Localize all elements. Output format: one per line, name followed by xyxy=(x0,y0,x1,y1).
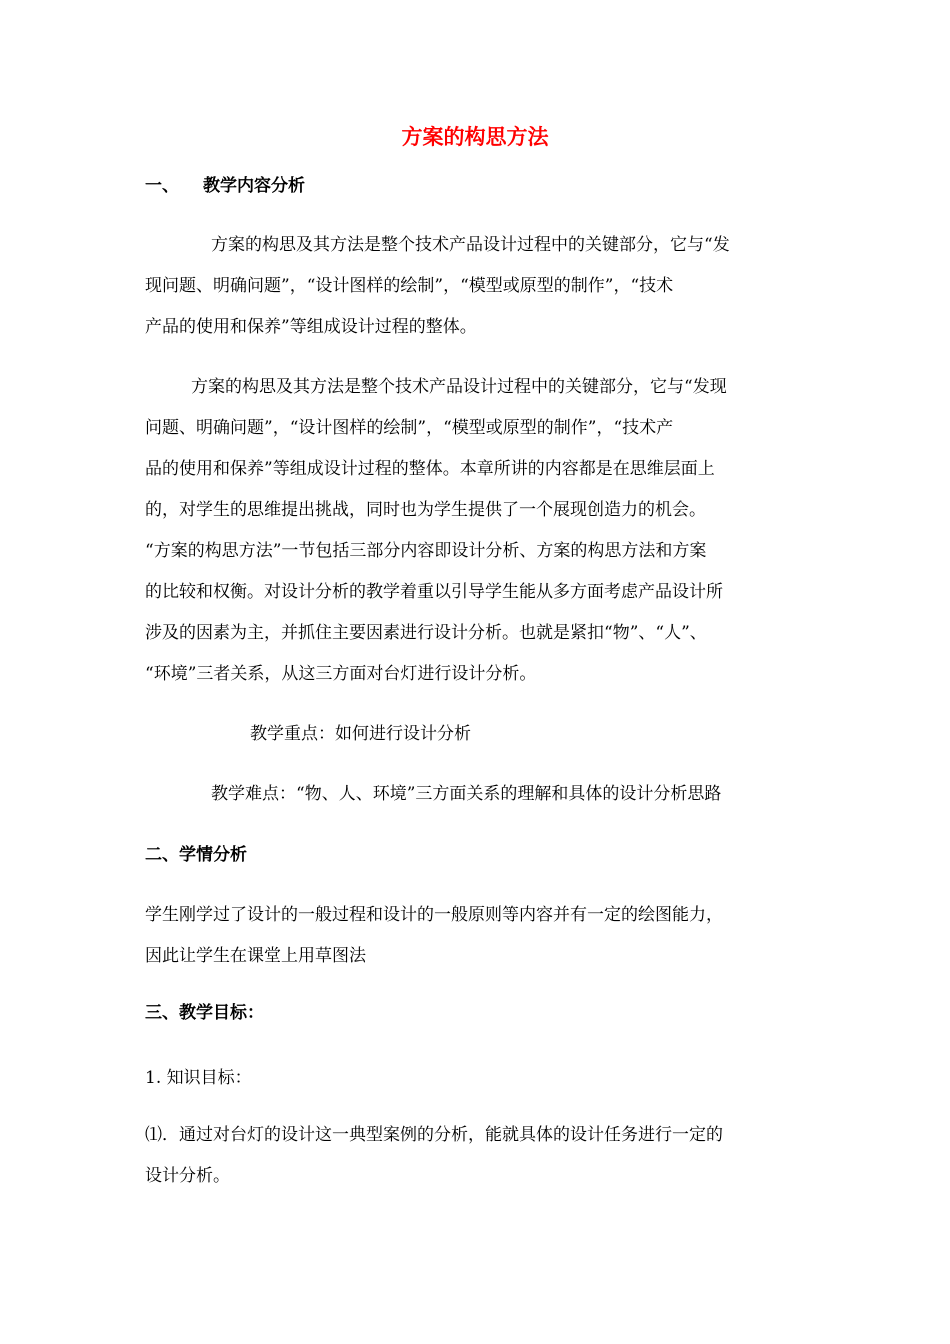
paragraph-intro xyxy=(145,225,810,348)
section-heading-student-analysis: 二、学情分析 xyxy=(145,845,247,865)
paragraph-student-analysis xyxy=(145,895,810,977)
paragraph-line: 方案的构思及其方法是整个技术产品设计过程中的关键部分，它与“发 xyxy=(211,235,730,255)
paragraph-line: 涉及的因素为主，并抓住主要因素进行设计分析。也就是紧扣“物”、“人”、 xyxy=(145,623,707,643)
teaching-difficulty xyxy=(145,774,810,815)
section-number: 一、 xyxy=(145,176,179,196)
paragraph-detail xyxy=(145,367,810,695)
goal-knowledge-heading xyxy=(145,1058,810,1099)
paragraph-line: 方案的构思及其方法是整个技术产品设计过程中的关键部分，它与“发现 xyxy=(191,377,727,397)
section-heading-teaching-goals: 三、教学目标： xyxy=(145,1003,264,1023)
teaching-key-point xyxy=(145,714,810,755)
paragraph-line: 的，对学生的思维提出挑战，同时也为学生提供了一个展现创造力的机会。 xyxy=(145,500,706,520)
key-point-text: 教学重点：如何进行设计分析 xyxy=(250,724,471,744)
difficulty-text: 教学难点：“物、人、环境”三方面关系的理解和具体的设计分析思路 xyxy=(211,784,722,804)
paragraph-line: 产品的使用和保养”等组成设计过程的整体。 xyxy=(145,317,477,337)
paragraph-line: 问题、明确问题”，“设计图样的绘制”，“模型或原型的制作”，“技术产 xyxy=(145,418,674,438)
paragraph-line: “环境”三者关系，从这三方面对台灯进行设计分析。 xyxy=(145,664,537,684)
goal-text: 1. 知识目标： xyxy=(145,1068,252,1088)
paragraph-line: ⑴．通过对台灯的设计这一典型案例的分析，能就具体的设计任务进行一定的 xyxy=(145,1125,723,1145)
paragraph-line: 设计分析。 xyxy=(145,1166,230,1186)
paragraph-line: 学生刚学过了设计的一般过程和设计的一般原则等内容并有一定的绘图能力， xyxy=(145,905,723,925)
section-label: 教学内容分析 xyxy=(203,176,305,196)
paragraph-line: 的比较和权衡。对设计分析的教学着重以引导学生能从多方面考虑产品设计所 xyxy=(145,582,723,602)
paragraph-line: “方案的构思方法”一节包括三部分内容即设计分析、方案的构思方法和方案 xyxy=(145,541,707,561)
paragraph-line: 因此让学生在课堂上用草图法 xyxy=(145,946,366,966)
goal-knowledge-item-1 xyxy=(145,1115,810,1197)
paragraph-line: 品的使用和保养”等组成设计过程的整体。本章所讲的内容都是在思维层面上 xyxy=(145,459,715,479)
section-heading-content-analysis xyxy=(145,173,305,199)
page-title: 方案的构思方法 xyxy=(401,124,549,149)
paragraph-line: 现问题、明确问题”，“设计图样的绘制”，“模型或原型的制作”，“技术 xyxy=(145,276,674,296)
